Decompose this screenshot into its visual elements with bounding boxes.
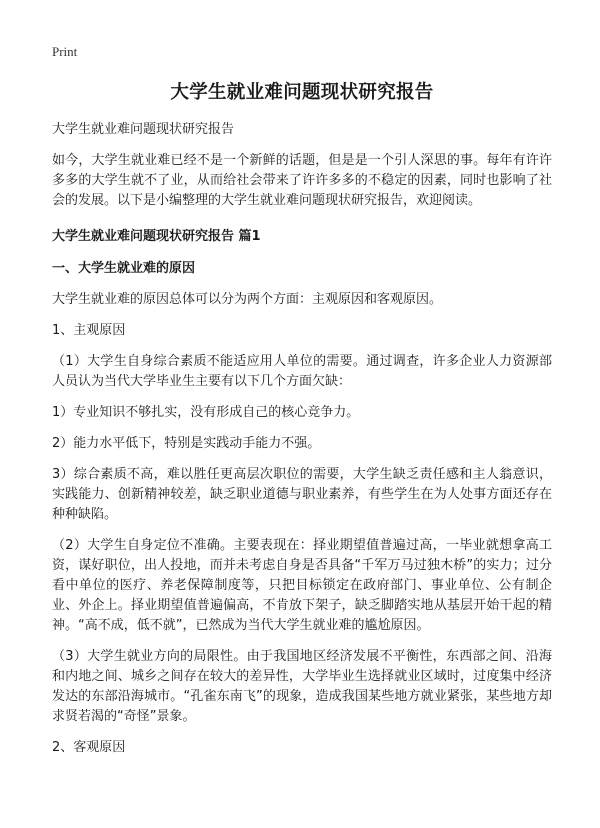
intro-paragraph: 如今，大学生就业难已经不是一个新鲜的话题，但是是一个引人深思的事。每年有许许多多的大学生就不了业，从而给社会带来了许许多多的不稳定的因素，同时也影响了社会的发展。以下是小编整理的大学生就业难问题现状研究报告，欢迎阅读。	[52, 153, 552, 208]
document-title: 大学生就业难问题现状研究报告	[170, 82, 434, 103]
list-item-overall: 3）综合素质不高，难以胜任更高层次职位的需要，大学生缺乏责任感和主人翁意识，实践能力、创新精神较差，缺乏职业道德与职业素养，有些学生在为人处事方面还存在种种缺陷。	[52, 467, 552, 522]
document-subtitle: 大学生就业难问题现状研究报告	[52, 122, 235, 137]
overview-paragraph: 大学生就业难的原因总体可以分为两个方面：主观原因和客观原因。	[52, 292, 443, 307]
print-link[interactable]: Print	[52, 44, 78, 59]
subheading-objective: 2、客观原因	[52, 740, 126, 755]
paragraph-quality: （1）大学生自身综合素质不能适应用人单位的需要。通过调查，许多企业人力资源部人员认为当代大学毕业生主要有以下几个方面欠缺：	[52, 354, 552, 389]
list-item-knowledge: 1）专业知识不够扎实，没有形成自己的核心竞争力。	[52, 405, 360, 420]
paragraph-direction: （3）大学生就业方向的局限性。由于我国地区经济发展不平衡性，东西部之间、沿海和内地之间、城乡之间存在较大的差异性，大学毕业生选择就业区域时，过度集中经济发达的东部沿海城市。“孔雀东南飞”的现象，造成我国某些地方就业紧张，某些地方却求贤若渴的“奇怪”景象。	[52, 649, 552, 724]
paragraph-positioning: （2）大学生自身定位不准确。主要表现在：择业期望值普遍过高，一毕业就想拿高工资，谋好职位，出人投地，而并未考虑自身是否具备“千军万马过独木桥”的实力；过分看中单位的医疗、养老保障制度等，只把目标锁定在政府部门、事业单位、公有制企业、外企上。择业期望值普遍偏高，不肯放下架子，缺乏脚踏实地从基层开始干起的精神。“高不成，低不就”，已然成为当代大学生就业难的尴尬原因。	[52, 538, 552, 633]
section-title: 大学生就业难问题现状研究报告 篇1	[52, 229, 261, 244]
list-item-ability: 2）能力水平低下，特别是实践动手能力不强。	[52, 436, 321, 451]
heading-causes: 一、大学生就业难的原因	[52, 261, 196, 276]
subheading-subjective: 1、主观原因	[52, 323, 126, 338]
